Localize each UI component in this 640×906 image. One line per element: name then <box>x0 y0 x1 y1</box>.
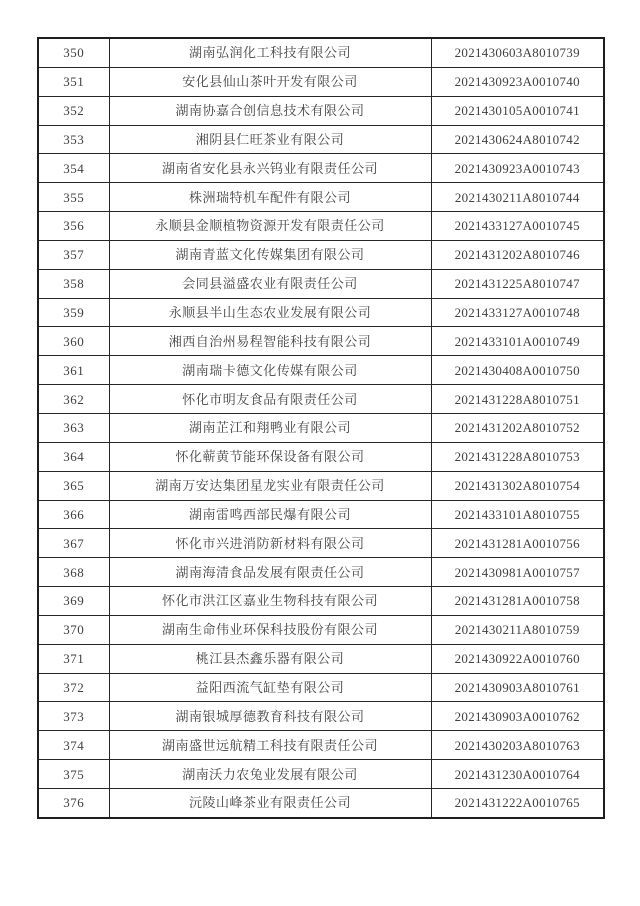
row-number: 359 <box>38 298 109 327</box>
row-number: 374 <box>38 731 109 760</box>
registration-code: 2021430903A8010761 <box>431 673 604 702</box>
row-number: 360 <box>38 327 109 356</box>
registration-code: 2021431281A0010756 <box>431 529 604 558</box>
registration-code: 2021430211A8010759 <box>431 615 604 644</box>
row-number: 366 <box>38 500 109 529</box>
table-row <box>38 240 604 269</box>
row-number: 365 <box>38 471 109 500</box>
table-row <box>38 500 604 529</box>
row-number: 361 <box>38 356 109 385</box>
table-row <box>38 702 604 731</box>
row-number: 355 <box>38 183 109 212</box>
row-number: 356 <box>38 212 109 241</box>
company-name: 怀化市洪江区嘉业生物科技有限公司 <box>109 587 431 616</box>
registration-code: 2021431302A8010754 <box>431 471 604 500</box>
row-number: 372 <box>38 673 109 702</box>
row-number: 350 <box>38 38 109 67</box>
company-name: 湖南弘润化工科技有限公司 <box>109 38 431 67</box>
company-name: 湖南雷鸣西部民爆有限公司 <box>109 500 431 529</box>
row-number: 362 <box>38 385 109 414</box>
registration-code: 2021431202A8010752 <box>431 413 604 442</box>
registration-code: 2021433101A0010749 <box>431 327 604 356</box>
table-row <box>38 558 604 587</box>
table-row <box>38 673 604 702</box>
table-row <box>38 788 604 817</box>
company-registry-table <box>37 37 605 819</box>
row-number: 368 <box>38 558 109 587</box>
company-name: 怀化市明友食品有限责任公司 <box>109 385 431 414</box>
table-row <box>38 327 604 356</box>
row-number: 364 <box>38 442 109 471</box>
company-name: 沅陵山峰茶业有限责任公司 <box>109 788 431 817</box>
table-row <box>38 183 604 212</box>
row-number: 370 <box>38 615 109 644</box>
table-row <box>38 96 604 125</box>
registration-code: 2021430923A0010740 <box>431 67 604 96</box>
company-name: 永顺县半山生态农业发展有限公司 <box>109 298 431 327</box>
row-number: 367 <box>38 529 109 558</box>
row-number: 353 <box>38 125 109 154</box>
company-name: 湘阴县仁旺茶业有限公司 <box>109 125 431 154</box>
company-name: 湖南生命伟业环保科技股份有限公司 <box>109 615 431 644</box>
registration-code: 2021430624A8010742 <box>431 125 604 154</box>
table-row <box>38 356 604 385</box>
registration-code: 2021431222A0010765 <box>431 788 604 817</box>
registration-code: 2021431230A0010764 <box>431 760 604 789</box>
row-number: 351 <box>38 67 109 96</box>
company-name: 湖南芷江和翔鸭业有限公司 <box>109 413 431 442</box>
table-row <box>38 529 604 558</box>
company-name: 湖南瑞卡德文化传媒有限公司 <box>109 356 431 385</box>
registration-code: 2021431281A0010758 <box>431 587 604 616</box>
registration-code: 2021433101A8010755 <box>431 500 604 529</box>
registration-code: 2021433127A0010748 <box>431 298 604 327</box>
company-name: 怀化市兴进消防新材料有限公司 <box>109 529 431 558</box>
row-number: 363 <box>38 413 109 442</box>
registration-code: 2021431228A8010751 <box>431 385 604 414</box>
registration-code: 2021431202A8010746 <box>431 240 604 269</box>
company-name: 怀化蕲黄节能环保设备有限公司 <box>109 442 431 471</box>
registration-code: 2021433127A0010745 <box>431 212 604 241</box>
table-row <box>38 471 604 500</box>
table-row <box>38 644 604 673</box>
registration-code: 2021430105A0010741 <box>431 96 604 125</box>
company-name: 湖南银城厚德教育科技有限公司 <box>109 702 431 731</box>
table-row <box>38 67 604 96</box>
company-name: 湖南沃力农兔业发展有限公司 <box>109 760 431 789</box>
registration-code: 2021430981A0010757 <box>431 558 604 587</box>
registration-code: 2021430603A8010739 <box>431 38 604 67</box>
row-number: 358 <box>38 269 109 298</box>
row-number: 373 <box>38 702 109 731</box>
row-number: 371 <box>38 644 109 673</box>
table-row <box>38 760 604 789</box>
table-row <box>38 615 604 644</box>
table-row <box>38 154 604 183</box>
registration-code: 2021430211A8010744 <box>431 183 604 212</box>
table-row <box>38 385 604 414</box>
company-name: 湖南青蓝文化传媒集团有限公司 <box>109 240 431 269</box>
table-row <box>38 413 604 442</box>
row-number: 376 <box>38 788 109 817</box>
registration-code: 2021431228A8010753 <box>431 442 604 471</box>
registration-code: 2021430203A8010763 <box>431 731 604 760</box>
company-name: 湖南协嘉合创信息技术有限公司 <box>109 96 431 125</box>
table-row <box>38 38 604 67</box>
registration-code: 2021430923A0010743 <box>431 154 604 183</box>
row-number: 352 <box>38 96 109 125</box>
row-number: 369 <box>38 587 109 616</box>
registration-code: 2021431225A8010747 <box>431 269 604 298</box>
table-row <box>38 298 604 327</box>
registration-code: 2021430408A0010750 <box>431 356 604 385</box>
company-name: 株洲瑞特机车配件有限公司 <box>109 183 431 212</box>
row-number: 375 <box>38 760 109 789</box>
company-name: 湖南万安达集团星龙实业有限责任公司 <box>109 471 431 500</box>
row-number: 354 <box>38 154 109 183</box>
table-row <box>38 442 604 471</box>
table-body <box>38 38 604 818</box>
company-name: 安化县仙山茶叶开发有限公司 <box>109 67 431 96</box>
company-name: 桃江县杰鑫乐器有限公司 <box>109 644 431 673</box>
table-row <box>38 269 604 298</box>
table-row <box>38 731 604 760</box>
table-row <box>38 212 604 241</box>
company-name: 永顺县金顺植物资源开发有限责任公司 <box>109 212 431 241</box>
company-name: 会同县溢盛农业有限责任公司 <box>109 269 431 298</box>
table-row <box>38 125 604 154</box>
company-name: 湖南海清食品发展有限责任公司 <box>109 558 431 587</box>
table-row <box>38 587 604 616</box>
company-name: 湖南省安化县永兴钨业有限责任公司 <box>109 154 431 183</box>
company-name: 湖南盛世远航精工科技有限责任公司 <box>109 731 431 760</box>
company-name: 益阳西流气缸垫有限公司 <box>109 673 431 702</box>
registration-code: 2021430903A0010762 <box>431 702 604 731</box>
company-name: 湘西自治州易程智能科技有限公司 <box>109 327 431 356</box>
registration-code: 2021430922A0010760 <box>431 644 604 673</box>
row-number: 357 <box>38 240 109 269</box>
